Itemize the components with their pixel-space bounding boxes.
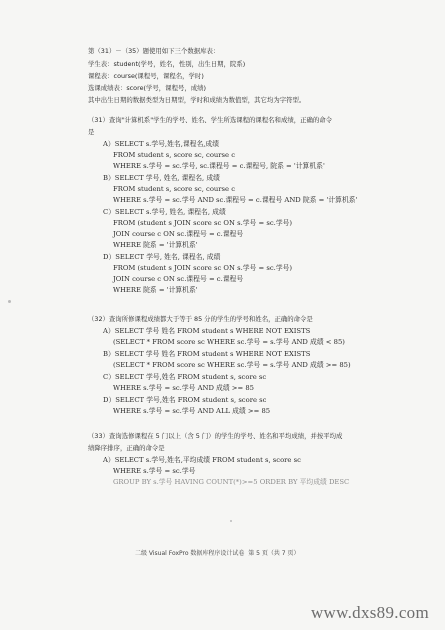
q31-option-d-line-4: WHERE 院系 = '计算机系' [113, 286, 198, 294]
q31-option-d-line-3: JOIN course c ON sc.课程号 = c.课程号 [113, 275, 244, 283]
q33-option-a-line-3: GROUP BY s.学号 HAVING COUNT(*)>=5 ORDER BY 平均成绩 DESC [113, 478, 350, 486]
q31-option-c-line-1: C）SELECT s.学号, 姓名, 课程名, 成绩 [103, 208, 226, 216]
q32-option-c-line-2: WHERE s.学号 = sc.学号 AND 成绩 >= 85 [113, 384, 255, 392]
q32-stem: （32）查询所修课程成绩都大于等于 85 分的学生的学号和姓名，正确的命令是 [88, 315, 313, 323]
q32-option-c-line-1: C）SELECT 学号,姓名 FROM student s, score sc [103, 373, 267, 381]
q31-option-d-line-1: D）SELECT 学号, 姓名, 课程名, 成绩 [103, 253, 221, 261]
intro-line-3: 课程表：course(课程号，课程名，学时) [88, 72, 204, 80]
q31-option-b-line-1: B）SELECT 学号, 姓名, 课程名, 成绩 [103, 174, 220, 182]
q33-stem-line-2: 绩降序排序，正确的命令是 [88, 444, 165, 452]
q32-option-d-line-1: D）SELECT 学号,姓名 FROM student s, score sc [103, 396, 267, 404]
q31-option-d-line-2: FROM (student s JOIN score sc ON s.学号 = sc.学号) [113, 264, 293, 272]
q31-option-a-line-2: FROM student s, score sc, course c [113, 151, 236, 159]
q33-option-a-line-1: A）SELECT s.学号,姓名,平均成绩 FROM student s, score sc [103, 456, 301, 464]
q31-option-a-line-1: A）SELECT s.学号,姓名,课程名,成绩 [103, 140, 219, 148]
q31-option-b-line-2: FROM student s, score sc, course c [113, 185, 236, 193]
page-footer: 二级 Visual FoxPro 数据库程序设计试卷 第 5 页（共 7 页） [135, 550, 300, 557]
scan-speck [230, 520, 232, 522]
q31-option-a-line-3: WHERE s.学号 = sc.学号, sc.课程号 = c.课程号, 院系 = '计算机系' [113, 162, 325, 170]
intro-line-4: 选课成绩表：score(学号，课程号，成绩) [88, 84, 207, 92]
scan-speck [8, 300, 11, 303]
q31-stem-line-2: 是 [88, 128, 95, 136]
intro-line-2: 学生表：student(学号，姓名，性别，出生日期，院系) [88, 60, 246, 68]
q31-option-c-line-4: WHERE 院系 = '计算机系' [113, 241, 198, 249]
q32-option-a-line-1: A）SELECT 学号 姓名 FROM student s WHERE NOT EXISTS [103, 327, 311, 335]
q31-option-b-line-3: WHERE s.学号 = sc.学号 AND sc.课程号 = c.课程号 AND 院系 = '计算机系' [113, 196, 358, 204]
intro-line-5: 其中出生日期的数据类型为日期型，学时和成绩为数值型，其它均为字符型。 [88, 96, 306, 104]
q33-option-a-line-2: WHERE s.学号 = sc.学号 [113, 467, 196, 475]
q31-option-c-line-3: JOIN course c ON sc.课程号 = c.课程号 [113, 230, 244, 238]
intro-line-1: 第（31）－（35）题使用如下三个数据库表： [88, 47, 220, 55]
q32-option-d-line-2: WHERE s.学号 = sc.学号 AND ALL 成绩 >= 85 [113, 407, 271, 415]
q31-stem-line-1: （31）查询"计算机系"学生的学号、姓名、学生所选课程的课程名和成绩，正确的命令 [88, 116, 333, 124]
q32-option-b-line-1: B）SELECT 学号 姓名 FROM student s WHERE NOT EXISTS [103, 350, 311, 358]
site-watermark: www.dxs89.com [310, 603, 429, 622]
q31-option-c-line-2: FROM (student s JOIN score sc ON s.学号 = sc.学号) [113, 219, 293, 227]
q33-stem-line-1: （33）查询选修课程在 5 门以上（含 5 门）的学生的学号、姓名和平均成绩，并按平均成 [88, 432, 343, 440]
q32-option-a-line-2: (SELECT * FROM score sc WHERE sc.学号 = s.学号 AND 成绩 < 85) [113, 338, 345, 346]
q32-option-b-line-2: (SELECT * FROM score sc WHERE sc.学号 = s.学号 AND 成绩 >= 85) [113, 361, 351, 369]
